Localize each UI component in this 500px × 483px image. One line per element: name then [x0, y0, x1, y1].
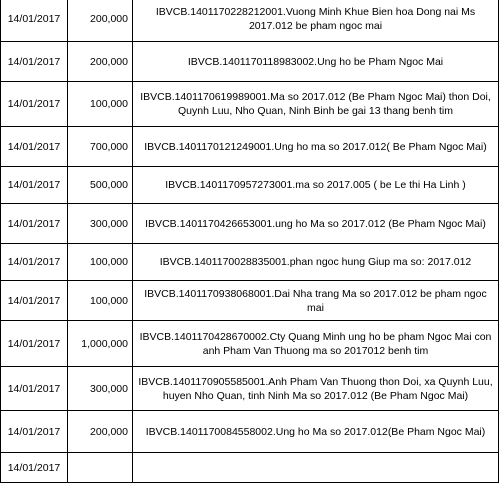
table-row	[1, 321, 499, 367]
table-row	[1, 453, 499, 483]
amount-cell: 700,000	[68, 127, 133, 167]
amount-cell: 200,000	[68, 0, 133, 42]
amount-cell: 1,000,000	[68, 321, 133, 367]
table-row	[1, 204, 499, 244]
description-cell: IBVCB.1401170118983002.Ung ho be Pham Ngoc Mai	[133, 42, 499, 82]
date-cell: 14/01/2017	[1, 411, 68, 453]
description-cell: IBVCB.1401170084558002.Ung ho Ma so 2017.012(Be Pham Ngoc Mai)	[133, 411, 499, 453]
date-cell: 14/01/2017	[1, 453, 68, 483]
date-cell: 14/01/2017	[1, 167, 68, 204]
description-cell: IBVCB.1401170028835001.phan ngoc hung Giup ma so: 2017.012	[133, 244, 499, 281]
date-cell: 14/01/2017	[1, 42, 68, 82]
table-row	[1, 411, 499, 453]
table-row	[1, 127, 499, 167]
table-row	[1, 167, 499, 204]
table-row	[1, 0, 499, 42]
date-cell: 14/01/2017	[1, 204, 68, 244]
date-cell: 14/01/2017	[1, 244, 68, 281]
description-cell: IBVCB.1401170938068001.Dai Nha trang Ma so 2017.012 be pham ngoc mai	[133, 281, 499, 321]
description-cell	[133, 453, 499, 483]
amount-cell: 200,000	[68, 411, 133, 453]
date-cell: 14/01/2017	[1, 367, 68, 411]
table-row	[1, 42, 499, 82]
description-cell: IBVCB.1401170905585001.Anh Pham Van Thuong thon Doi, xa Quynh Luu, huyen Nho Quan, tinh Ninh Ma so 2017.012 (Be Pham Ngoc Mai)	[133, 367, 499, 411]
table-row	[1, 367, 499, 411]
date-cell: 14/01/2017	[1, 127, 68, 167]
table-row	[1, 244, 499, 281]
date-cell: 14/01/2017	[1, 281, 68, 321]
amount-cell: 100,000	[68, 244, 133, 281]
amount-cell: 100,000	[68, 281, 133, 321]
table-row	[1, 281, 499, 321]
amount-cell: 300,000	[68, 367, 133, 411]
date-cell: 14/01/2017	[1, 82, 68, 127]
description-cell: IBVCB.1401170121249001.Ung ho ma so 2017.012( Be Pham Ngoc Mai)	[133, 127, 499, 167]
description-cell: IBVCB.1401170228212001.Vuong Minh Khue Bien hoa Dong nai Ms 2017.012 be pham ngoc mai	[133, 0, 499, 42]
amount-cell: 500,000	[68, 167, 133, 204]
date-cell: 14/01/2017	[1, 321, 68, 367]
amount-cell: 300,000	[68, 204, 133, 244]
amount-cell	[68, 453, 133, 483]
description-cell: IBVCB.1401170957273001.ma so 2017.005 ( be Le thi Ha Linh )	[133, 167, 499, 204]
description-cell: IBVCB.1401170619989001.Ma so 2017.012 (Be Pham Ngoc Mai) thon Doi, Quynh Luu, Nho Quan, Ninh Binh be gai 13 thang benh tim	[133, 82, 499, 127]
amount-cell: 200,000	[68, 42, 133, 82]
amount-cell: 100,000	[68, 82, 133, 127]
date-cell: 14/01/2017	[1, 0, 68, 42]
table-row	[1, 82, 499, 127]
description-cell: IBVCB.1401170426653001.ung ho Ma so 2017.012 (Be Pham Ngoc Mai)	[133, 204, 499, 244]
description-cell: IBVCB.1401170428670002.Cty Quang Minh ung ho be pham Ngoc Mai con anh Pham Van Thuong ma so 2017012 benh tim	[133, 321, 499, 367]
